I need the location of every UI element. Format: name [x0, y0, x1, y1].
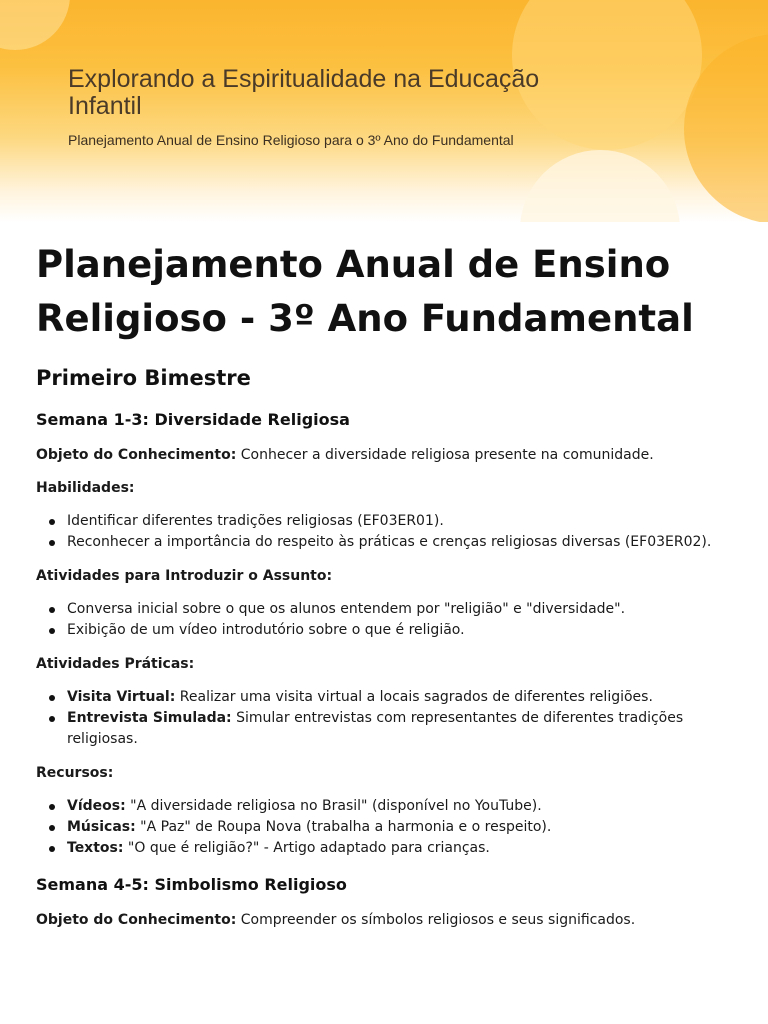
bimester-heading: Primeiro Bimestre — [36, 366, 251, 390]
practical-activities-label: Atividades Práticas: — [36, 656, 195, 672]
header-banner — [0, 0, 768, 222]
list-item: Exibição de um vídeo introdutório sobre o que é religião. — [67, 620, 736, 641]
item-label: Vídeos: — [67, 798, 126, 814]
habilidades-label: Habilidades: — [36, 480, 135, 496]
list-item: Identificar diferentes tradições religiosas (EF03ER01). — [67, 511, 736, 532]
banner-subtitle: Planejamento Anual de Ensino Religioso para o 3º Ano do Fundamental — [68, 132, 514, 148]
item-text: Simular entrevistas com representantes de diferentes tradições religiosas. — [67, 710, 684, 747]
list-item — [67, 817, 736, 838]
practical-activities-list — [36, 687, 736, 750]
page-title: Planejamento Anual de Ensino Religioso - 3º Ano Fundamental — [36, 243, 694, 340]
decorative-circle — [0, 0, 70, 50]
resources-list — [36, 796, 736, 859]
item-label: Músicas: — [67, 819, 136, 835]
objeto-paragraph — [36, 445, 736, 465]
objeto-text: Conhecer a diversidade religiosa presente na comunidade. — [236, 447, 654, 463]
item-label: Visita Virtual: — [67, 689, 176, 705]
item-label: Entrevista Simulada: — [67, 710, 232, 726]
week-heading: Semana 1-3: Diversidade Religiosa — [36, 410, 350, 429]
list-item — [67, 708, 736, 750]
intro-activities-label: Atividades para Introduzir o Assunto: — [36, 568, 333, 584]
objeto-label: Objeto do Conhecimento: — [36, 447, 237, 463]
objeto-label: Objeto do Conhecimento: — [36, 912, 237, 928]
item-text: "O que é religião?" - Artigo adaptado para crianças. — [123, 840, 490, 856]
banner-title: Explorando a Espiritualidade na Educação Infantil — [68, 65, 540, 120]
item-text: "A diversidade religiosa no Brasil" (disponível no YouTube). — [125, 798, 542, 814]
objeto-paragraph — [36, 910, 736, 930]
objeto-text: Compreender os símbolos religiosos e seus significados. — [236, 912, 636, 928]
habilidades-list — [36, 511, 736, 553]
list-item — [67, 838, 736, 859]
item-text: Realizar uma visita virtual a locais sagrados de diferentes religiões. — [175, 689, 653, 705]
item-label: Textos: — [67, 840, 124, 856]
list-item — [67, 796, 736, 817]
resources-label: Recursos: — [36, 765, 114, 781]
document-body — [36, 238, 736, 943]
decorative-circle — [520, 150, 680, 222]
list-item — [67, 687, 736, 708]
item-text: "A Paz" de Roupa Nova (trabalha a harmonia e o respeito). — [135, 819, 552, 835]
list-item: Conversa inicial sobre o que os alunos entendem por "religião" e "diversidade". — [67, 599, 736, 620]
week-heading: Semana 4-5: Simbolismo Religioso — [36, 875, 347, 894]
list-item: Reconhecer a importância do respeito às práticas e crenças religiosas diversas (EF03ER02). — [67, 532, 736, 553]
intro-activities-list — [36, 599, 736, 641]
